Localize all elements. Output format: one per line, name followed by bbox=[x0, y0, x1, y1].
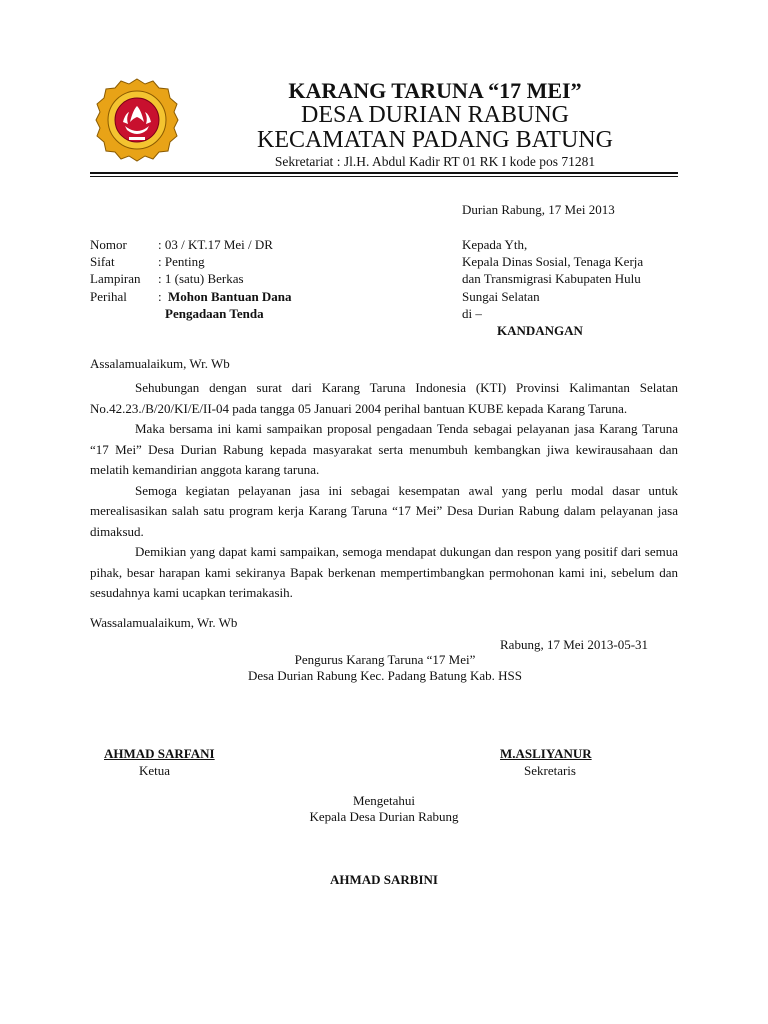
meta-value-lampiran: : 1 (satu) Berkas bbox=[158, 271, 244, 286]
body-paragraph: Sehubungan dengan surat dari Karang Taruna Indonesia (KTI) Provinsi Kalimantan Selatan No.42.23./B/20/KI/E/II-04 pada tangga 05 Januari 2004 perihal bantuan KUBE kepada Karang Taruna. bbox=[90, 380, 678, 416]
letterhead-secretariat: Sekretariat : Jl.H. Abdul Kadir RT 01 RK I kode pos 71281 bbox=[274, 154, 596, 169]
meta-perihal-colon: : bbox=[158, 289, 162, 304]
recipient-city: KANDANGAN bbox=[497, 323, 583, 338]
recipient-di: di – bbox=[462, 306, 482, 321]
meta-label-perihal: Perihal bbox=[90, 289, 127, 304]
meta-label-nomor: Nomor bbox=[90, 237, 127, 252]
letterhead-org-name: KARANG TARUNA “17 MEI” bbox=[288, 78, 582, 103]
meta-label-lampiran: Lampiran bbox=[90, 271, 141, 286]
letter-body bbox=[90, 378, 678, 604]
approval-label: Mengetahui bbox=[352, 793, 416, 808]
meta-value-sifat: : Penting bbox=[158, 254, 205, 269]
recipient-line: Sungai Selatan bbox=[462, 289, 540, 304]
letterhead-village: DESA DURIAN RABUNG bbox=[300, 102, 570, 128]
meta-value-perihal: Mohon Bantuan Dana bbox=[168, 289, 292, 304]
greeting: Assalamualaikum, Wr. Wb bbox=[90, 356, 230, 371]
closing: Wassalamualaikum, Wr. Wb bbox=[90, 615, 238, 630]
signer-right-role: Sekretaris bbox=[524, 763, 576, 778]
body-paragraph: Semoga kegiatan pelayanan jasa ini sebagai kesempatan awal yang perlu modal dasar untuk merealisasikan salah satu program kerja Karang Taruna “17 Mei” Desa Durian Rabung dalam pelayanan jasa dimaksud. bbox=[90, 482, 678, 539]
board-title: Pengurus Karang Taruna “17 Mei” bbox=[294, 652, 476, 667]
body-paragraph: Demikian yang dapat kami sampaikan, semoga mendapat dukungan dan respon yang positif dari semua pihak, besar harapan kami sekiranya Bapak berkenan mempertimbangkan permohonan kami ini, sebelum dan sesudahnya kami ucapkan terimakasih. bbox=[90, 544, 678, 600]
signer-right-name: M.ASLIYANUR bbox=[500, 746, 592, 761]
meta-value-perihal-line2: Pengadaan Tenda bbox=[165, 306, 264, 321]
recipient-line: dan Transmigrasi Kabupaten Hulu bbox=[462, 271, 641, 286]
signer-left-name: AHMAD SARFANI bbox=[104, 746, 215, 761]
sign-date: Rabung, 17 Mei 2013-05-31 bbox=[500, 637, 649, 652]
board-address: Desa Durian Rabung Kec. Padang Batung Kab. HSS bbox=[247, 668, 523, 683]
approval-name: AHMAD SARBINI bbox=[330, 872, 438, 887]
place-date: Durian Rabung, 17 Mei 2013 bbox=[462, 202, 615, 217]
body-paragraph: Maka bersama ini kami sampaikan proposal pengadaan Tenda sebagai pelayanan jasa Karang Taruna “17 Mei” Desa Durian Rabung kepada masyarakat serta menumbuh kembangkan jiwa kewirausahaan dan melatih kemandirian anggota karang taruna. bbox=[90, 421, 678, 477]
recipient-line: Kepala Dinas Sosial, Tenaga Kerja bbox=[462, 254, 644, 269]
meta-label-sifat: Sifat bbox=[90, 254, 115, 269]
letterhead-rule-thin bbox=[90, 176, 678, 177]
letterhead-district: KECAMATAN PADANG BATUNG bbox=[257, 127, 613, 153]
recipient-salutation: Kepada Yth, bbox=[462, 237, 528, 252]
signer-left-role: Ketua bbox=[139, 763, 171, 778]
approval-title: Kepala Desa Durian Rabung bbox=[309, 809, 459, 824]
letterhead-rule-thick bbox=[90, 172, 678, 174]
meta-value-nomor: : 03 / KT.17 Mei / DR bbox=[158, 237, 273, 252]
